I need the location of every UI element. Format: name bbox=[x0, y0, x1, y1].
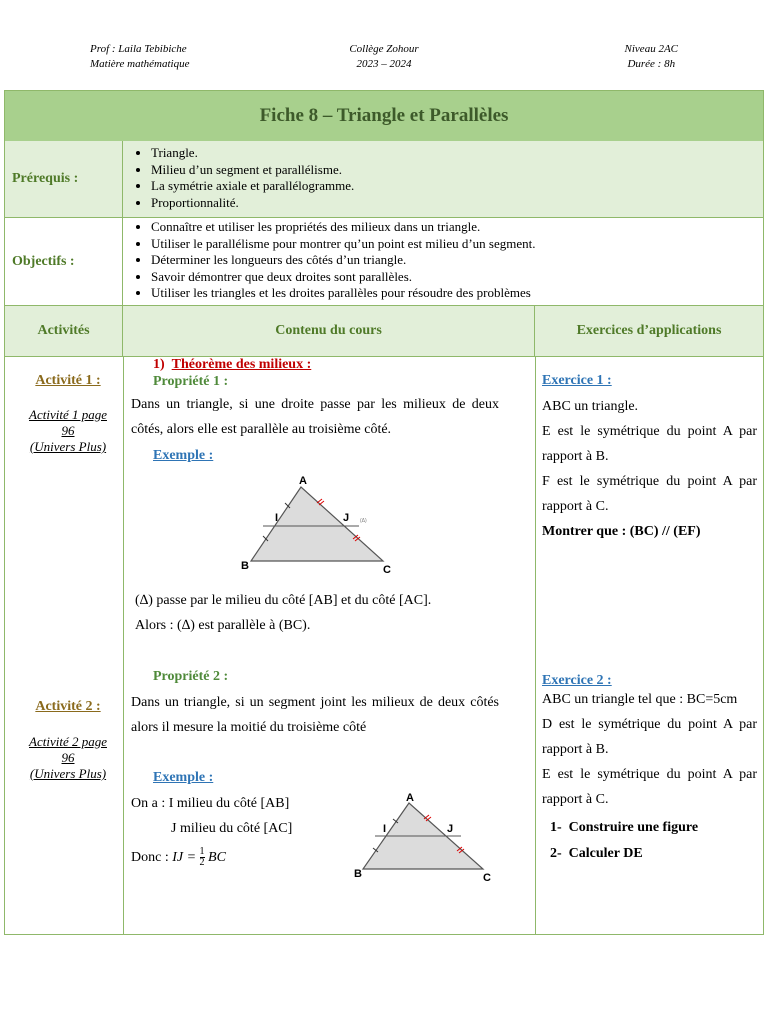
activity-2-reference bbox=[9, 734, 127, 782]
fraction-denominator: 2 bbox=[199, 857, 205, 869]
vertex-label-c: C bbox=[483, 872, 491, 883]
section-number: 1) bbox=[153, 357, 165, 372]
question-number: 1- bbox=[550, 820, 562, 835]
exercise-line: E est le symétrique du point A par rapport à C. bbox=[542, 767, 757, 807]
exercise-line: ABC un triangle. bbox=[542, 399, 639, 414]
list-item: • La symétrie axiale et parallélogramme. bbox=[151, 178, 354, 195]
content-row bbox=[5, 357, 763, 934]
list-item: • Utiliser les triangles et les droites parallèles pour résoudre des problèmes bbox=[151, 285, 536, 302]
property-2-title: Propriété 2 : bbox=[153, 669, 229, 684]
property-1-text: Dans un triangle, si une droite passe par les milieux de deux côtés, alors elle est parallèle au troisième côté. bbox=[131, 397, 499, 437]
activity-ref-line: (Univers Plus) bbox=[29, 439, 107, 454]
list-item: • Triangle. bbox=[151, 145, 354, 162]
list-item: • Utiliser le parallélisme pour montrer qu’un point est milieu d’un segment. bbox=[151, 236, 536, 253]
prof-name: Prof : Laila Tebibiche bbox=[90, 43, 187, 55]
example-1-title: Exemple : bbox=[153, 448, 214, 463]
list-item: • Connaître et utiliser les propriétés des milieux dans un triangle. bbox=[151, 219, 536, 236]
example-2-title: Exemple : bbox=[153, 770, 214, 785]
prerequis-row bbox=[5, 141, 763, 218]
activity-1-title: Activité 1 : bbox=[35, 373, 101, 388]
vertex-label-b: B bbox=[354, 868, 362, 880]
formula-lhs: IJ = bbox=[172, 850, 197, 865]
exercise-1-body bbox=[542, 394, 757, 544]
list-item: • Savoir démontrer que deux droites sont parallèles. bbox=[151, 269, 536, 286]
duration: Durée : 8h bbox=[627, 58, 676, 70]
point-label-i: I bbox=[275, 512, 279, 524]
example-2-line-2: J milieu du côté [AC] bbox=[171, 821, 293, 836]
objectifs-list bbox=[135, 219, 536, 302]
activity-ref-line: 96 bbox=[61, 423, 75, 438]
exercise-2-question-2 bbox=[550, 841, 643, 867]
vertex-label-a: A bbox=[299, 475, 307, 487]
example-2-line-1: On a : I milieu du côté [AB] bbox=[131, 796, 290, 811]
question-text: Construire une figure bbox=[568, 820, 699, 835]
exercise-2-question-1 bbox=[550, 815, 698, 841]
objectifs-label: Objectifs : bbox=[5, 218, 123, 305]
col-header-exercices: Exercices d’applications bbox=[576, 323, 722, 338]
activity-ref-line: Activité 1 page bbox=[29, 407, 107, 422]
exercise-line: F est le symétrique du point A par rapport à C. bbox=[542, 474, 757, 514]
activity-1-reference bbox=[9, 407, 127, 455]
vertex-label-b: B bbox=[241, 560, 249, 572]
column-header-row bbox=[5, 306, 763, 357]
school-year: 2023 – 2024 bbox=[356, 58, 412, 70]
exercise-question: Montrer que : (BC) // (EF) bbox=[542, 524, 701, 539]
triangle-figure-2 bbox=[345, 793, 505, 883]
vertex-label-c: C bbox=[383, 564, 391, 573]
activity-ref-line: (Univers Plus) bbox=[29, 766, 107, 781]
column-divider bbox=[535, 357, 536, 934]
point-label-j: J bbox=[343, 512, 350, 524]
sheet-title: Fiche 8 – Triangle et Parallèles bbox=[5, 91, 763, 142]
property-1-title: Propriété 1 : bbox=[153, 374, 229, 389]
subject: Matière mathématique bbox=[90, 58, 190, 70]
tick-mark bbox=[317, 499, 322, 503]
formula-rhs: BC bbox=[208, 850, 226, 865]
question-text: Calculer DE bbox=[568, 846, 643, 861]
section-title bbox=[153, 357, 311, 373]
lesson-sheet bbox=[4, 90, 764, 935]
activity-ref-line: 96 bbox=[61, 750, 75, 765]
question-number: 2- bbox=[550, 846, 562, 861]
exercise-2-title: Exercice 2 : bbox=[542, 673, 612, 688]
example-2-conclusion bbox=[131, 845, 226, 870]
exercise-2-body bbox=[542, 687, 757, 812]
fraction bbox=[200, 847, 205, 868]
exercise-line: E est le symétrique du point A par rapport à B. bbox=[542, 424, 757, 464]
property-2-text: Dans un triangle, si un segment joint les milieux de deux côtés alors il mesure la moitié du troisième côté bbox=[131, 695, 499, 735]
tick-mark bbox=[319, 501, 324, 505]
exercise-1-title: Exercice 1 : bbox=[542, 373, 612, 388]
vertex-label-a: A bbox=[406, 793, 414, 804]
triangle-figure-1 bbox=[233, 473, 403, 573]
prerequis-label: Prérequis : bbox=[5, 141, 123, 217]
col-header-contenu: Contenu du cours bbox=[123, 306, 535, 356]
list-item: • Proportionnalité. bbox=[151, 195, 354, 212]
point-label-j: J bbox=[447, 823, 454, 835]
example-1-line-2: Alors : (∆) est parallèle à (BC). bbox=[135, 618, 311, 633]
section-heading: Théorème des milieux : bbox=[171, 357, 312, 372]
example-1-line-1: (∆) passe par le milieu du côté [AB] et du côté [AC]. bbox=[135, 593, 432, 608]
list-item: • Déterminer les longueurs des côtés d’un triangle. bbox=[151, 252, 536, 269]
fraction-numerator: 1 bbox=[199, 846, 205, 858]
activity-2-title: Activité 2 : bbox=[35, 699, 101, 714]
prerequis-list bbox=[135, 145, 354, 211]
level: Niveau 2AC bbox=[624, 43, 678, 55]
list-item: • Milieu d’un segment et parallélisme. bbox=[151, 162, 354, 179]
school-name: Collège Zohour bbox=[349, 43, 419, 55]
header-right bbox=[625, 42, 678, 72]
exercise-line: D est le symétrique du point A par rapport à B. bbox=[542, 717, 757, 757]
col-header-activites: Activités bbox=[5, 306, 123, 356]
point-label-i: I bbox=[383, 823, 387, 835]
triangle-shape bbox=[251, 487, 383, 561]
activity-ref-line: Activité 2 page bbox=[29, 734, 107, 749]
delta-label: (Δ) bbox=[360, 518, 367, 524]
donc-label: Donc : bbox=[131, 850, 169, 865]
objectifs-row bbox=[5, 218, 763, 306]
exercise-line: ABC un triangle tel que : BC=5cm bbox=[542, 692, 738, 707]
